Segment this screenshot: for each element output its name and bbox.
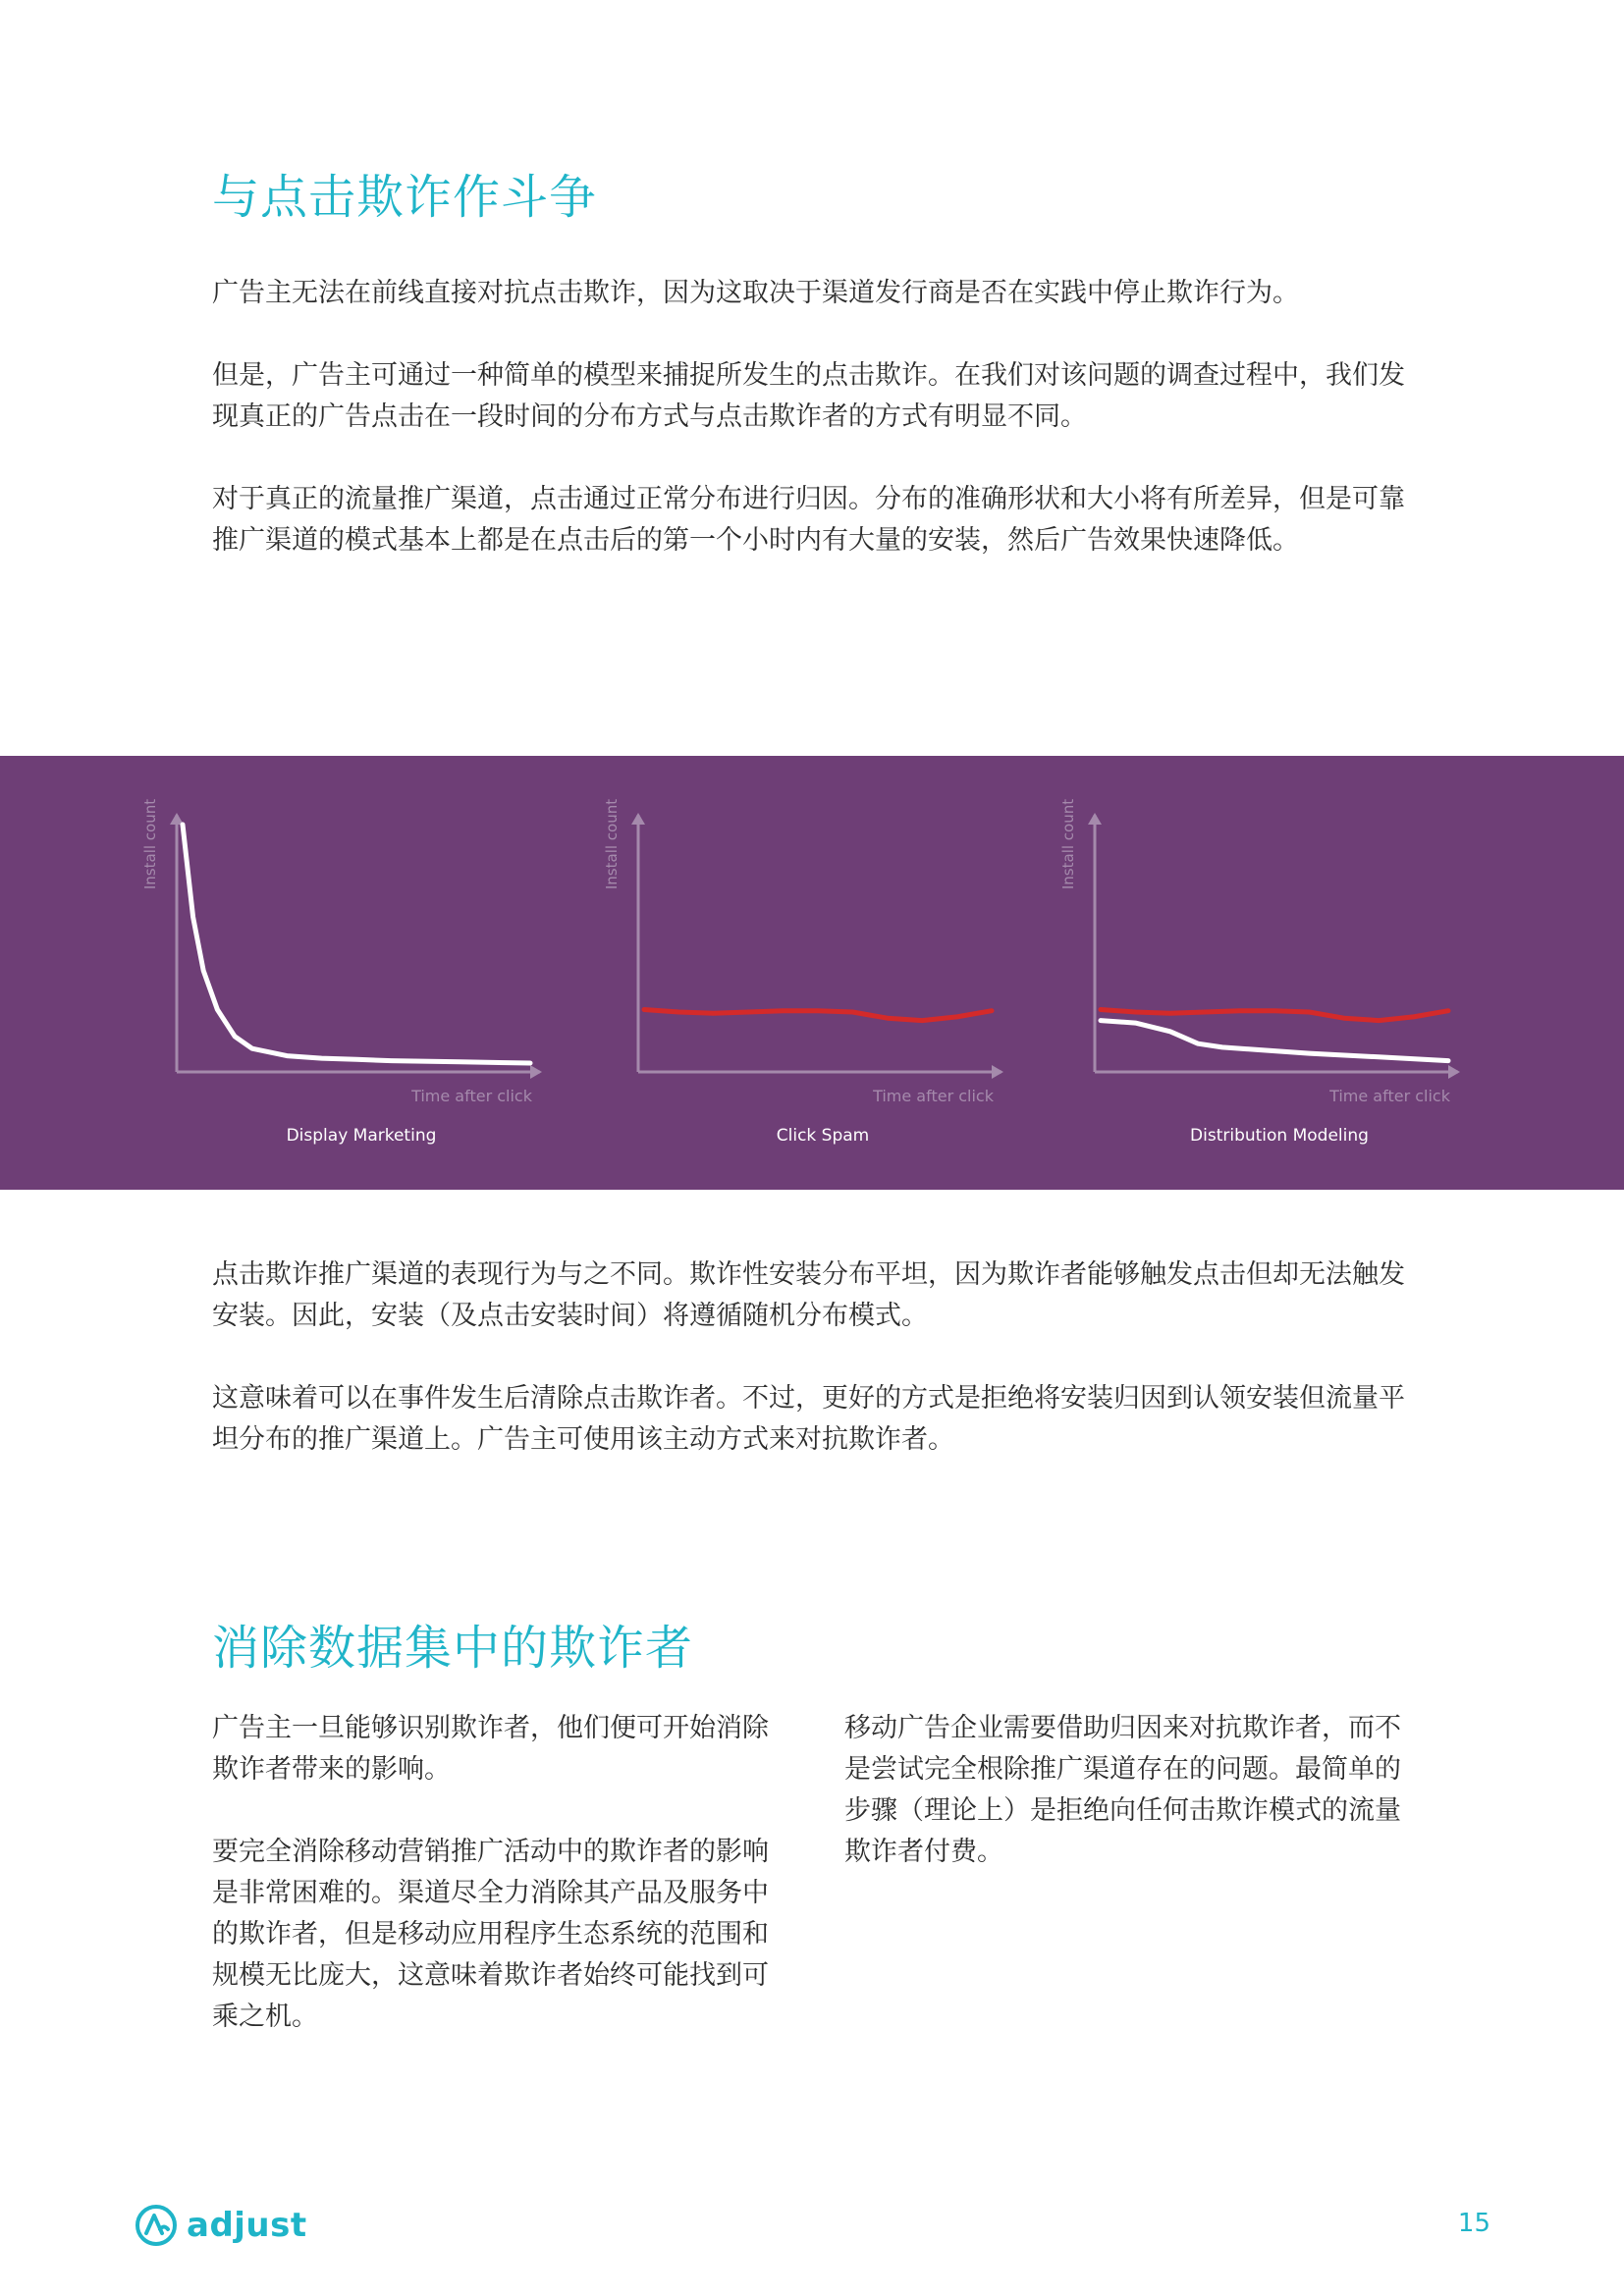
series-line-1	[1101, 1021, 1448, 1061]
logo-text: adjust	[187, 2206, 307, 2245]
y-axis-label: Install count	[141, 798, 159, 890]
x-axis-arrow	[992, 1065, 1003, 1079]
y-axis-arrow	[631, 813, 645, 825]
series-line-0	[644, 1010, 992, 1021]
chart-title: Display Marketing	[286, 1126, 437, 1146]
paragraph-2: 但是，广告主可通过一种简单的模型来捕捉所发生的点击欺诈。在我们对该问题的调查过程中，我们发现真正的广告点击在一段时间的分布方式与点击欺诈者的方式有明显不同。	[212, 360, 1405, 432]
paragraph-5: 这意味着可以在事件发生后清除点击欺诈者。不过，更好的方式是拒绝将安装归因到认领安装但流量平坦分布的推广渠道上。广告主可使用该主动方式来对抗欺诈者。	[212, 1383, 1405, 1455]
section-title-fight-click-fraud: 与点击欺诈作斗争	[212, 170, 598, 225]
y-axis-label: Install count	[603, 798, 621, 890]
y-axis-arrow	[1088, 813, 1102, 825]
adjust-logo	[134, 2203, 307, 2248]
paragraph-1: 广告主无法在前线直接对抗点击欺诈，因为这取决于渠道发行商是否在实践中停止欺诈行为。	[212, 278, 1299, 308]
left-paragraph-2: 要完全消除移动营销推广活动中的欺诈者的影响是非常困难的。渠道尽全力消除其产品及服务中的欺诈者，但是移动应用程序生态系统的范围和规模无比庞大，这意味着欺诈者始终可能找到可乘之机。	[212, 1837, 769, 2032]
y-axis-label: Install count	[1059, 798, 1077, 890]
paragraph-4: 点击欺诈推广渠道的表现行为与之不同。欺诈性安装分布平坦，因为欺诈者能够触发点击但却无法触发安装。因此，安装（及点击安装时间）将遵循随机分布模式。	[212, 1259, 1405, 1331]
paragraph-3: 对于真正的流量推广渠道，点击通过正常分布进行归因。分布的准确形状和大小将有所差异，但是可靠推广渠道的模式基本上都是在点击后的第一个小时内有大量的安装，然后广告效果快速降低。	[212, 484, 1405, 556]
page-number: 15	[1457, 2209, 1490, 2238]
chart-title: Click Spam	[776, 1126, 870, 1146]
right-paragraph-1: 移动广告企业需要借助归因来对抗欺诈者，而不是尝试完全根除推广渠道存在的问题。最简单的步骤（理论上）是拒绝向任何击欺诈模式的流量欺诈者付费。	[844, 1713, 1401, 1867]
x-axis-label: Time after click	[411, 1087, 532, 1105]
chart-title: Distribution Modeling	[1190, 1126, 1369, 1146]
chart-band	[0, 756, 1624, 1190]
left-paragraph-1: 广告主一旦能够识别欺诈者，他们便可开始消除欺诈者带来的影响。	[212, 1713, 769, 1785]
x-axis-label: Time after click	[873, 1087, 994, 1105]
series-line-0	[183, 825, 530, 1063]
x-axis-arrow	[1448, 1065, 1460, 1079]
adjust-logo-icon	[134, 2203, 179, 2248]
section-title-remove-fraudsters: 消除数据集中的欺诈者	[212, 1621, 694, 1676]
charts-svg	[0, 756, 1624, 1190]
x-axis-label: Time after click	[1329, 1087, 1450, 1105]
x-axis-arrow	[530, 1065, 542, 1079]
series-line-0	[1101, 1010, 1448, 1021]
